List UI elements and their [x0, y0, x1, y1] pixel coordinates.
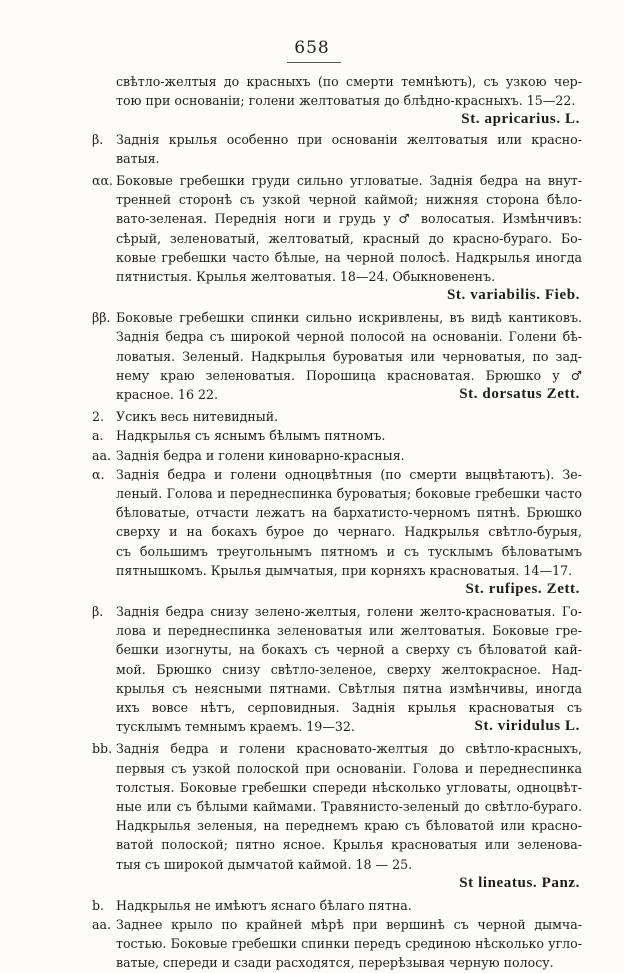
- header-rule: [287, 62, 341, 63]
- line-text: Надкрылья съ яснымъ бѣлымъ пятномъ.: [116, 428, 386, 444]
- text-line: [0, 561, 624, 580]
- key-marker: a.: [92, 428, 104, 444]
- text-line: [0, 229, 624, 248]
- text-line: [0, 797, 624, 816]
- text-line: [0, 171, 624, 190]
- key-entry: [0, 72, 624, 130]
- line-text: ихъ вовсе нѣтъ, серповидныя. Заднія крылья красноватыя съ: [116, 700, 582, 715]
- line-text: ватые, спереди и сзади расходятся, перерѣзывая черную полосу.: [116, 955, 554, 971]
- line-text: ватой полоской; пятно ясное. Крылья красноватыя или зеленова-: [116, 837, 582, 853]
- line-text: мой. Брюшко снизу свѣтло-зеленое, сверху желтокрасное. Над-: [116, 661, 582, 677]
- text-line: [0, 660, 624, 679]
- line-text: тостью. Боковые гребешки спинки передъ срединою нѣсколько угло-: [116, 936, 582, 952]
- species-name: St. viridulus L.: [474, 718, 580, 735]
- key-marker: β.: [92, 131, 104, 147]
- line-text: пятнистыя. Крылья желтоватыя. 18—24. Обыкновененъ.: [116, 268, 496, 284]
- line-text: ные или съ бѣлыми каймами. Травянисто-зеленый до свѣтло-бураго.: [116, 798, 582, 814]
- text-line: [0, 934, 624, 953]
- text-line: [0, 835, 624, 854]
- line-text: Заднія бедра и голени одноцвѣтныя (по смерти выцвѣтаютъ). Зе-: [116, 466, 582, 482]
- key-marker: ββ.: [92, 310, 111, 326]
- text-line: [0, 484, 624, 503]
- text-line: [0, 446, 624, 465]
- line-text: тыя съ широкой дымчатой каймой. 18 — 25.: [116, 856, 413, 872]
- line-text: лова и переднеспинка зеленоватыя или желтоватыя. Боковые гре-: [116, 623, 582, 639]
- key-marker: aa.: [92, 447, 112, 463]
- line-text: ковые гребешки часто бѣлые, на черной полосѣ. Надкрылья иногда: [116, 249, 582, 265]
- text-line: [0, 679, 624, 698]
- text-line: [0, 426, 624, 445]
- line-text: Заднія бедра и голени красновато-желтыя до свѣтло-красныхъ,: [116, 741, 582, 757]
- line-text: крылья съ неясными пятнами. Свѣтлыя пятна измѣнчивы, иногда: [116, 680, 582, 696]
- key-entry: [0, 602, 624, 736]
- text-line: [0, 209, 624, 228]
- key-marker: αα.: [92, 172, 114, 188]
- text-line: [0, 640, 624, 659]
- line-text: Заднія бедра и голени киноварно-красныя.: [116, 447, 405, 463]
- line-text: Надкрылья зеленыя, на переднемъ краю съ бѣловатой или красно-: [116, 818, 582, 834]
- text-line: [0, 739, 624, 758]
- line-text: Боковые гребешки спинки сильно искривлены, въ видѣ кантиковъ.: [116, 310, 582, 326]
- key-entry: [0, 915, 624, 973]
- line-text: тренней сторонѣ съ узкой черной каймой; нижняя сторона бѣло-: [116, 192, 582, 208]
- line-text: сѣрый, зеленоватый, желтоватый, красный до красно-бураго. Бо-: [116, 230, 582, 246]
- line-text: тою при основаніи; голени желтоватыя до блѣдно-красныхъ. 15—22.: [116, 93, 576, 109]
- key-entry: [0, 308, 624, 404]
- line-text: первыя съ узкой полоской при основаніи. Голова и переднеспинка: [116, 760, 582, 776]
- text-line: [0, 248, 624, 267]
- line-text: Заднія бедра снизу зелено-желтыя, голени желто-красноватыя. Го-: [116, 604, 582, 620]
- key-entry: [0, 407, 624, 426]
- text-line: [0, 347, 624, 366]
- text-line: [0, 308, 624, 327]
- line-text: толстыя. Боковые гребешки спереди нѣсколько угловаты, одноцвѣт-: [116, 779, 582, 795]
- line-text: красное. 16 22.: [116, 387, 218, 402]
- species-name: St. variabilis. Fieb.: [446, 287, 580, 304]
- text-line: [0, 72, 624, 91]
- line-text: съ большимъ треугольнымъ пятномъ и съ тусклымъ бѣловатымъ: [116, 543, 582, 559]
- line-text: бешки изогнуты, на бокахъ съ черной а сверху съ бѣловатой кай-: [116, 642, 582, 658]
- key-entry: [0, 171, 624, 305]
- species-name: St. rufipes. Zett.: [465, 580, 580, 597]
- text-line: [0, 896, 624, 915]
- line-text: вато-зеленая. Переднія ноги и грудь у ♂ волосатыя. Измѣнчивъ:: [116, 211, 582, 227]
- key-marker: 2.: [92, 409, 105, 425]
- line-text: Заднія крылья особенно при основаніи желтоватыя или красно-: [116, 131, 582, 147]
- line-text: Усикъ весь нитевидный.: [116, 409, 279, 425]
- text-line: [0, 522, 624, 541]
- line-text: пятнышкомъ. Крылья дымчатыя, при корняхъ красноватыя. 14—17.: [116, 562, 573, 578]
- key-marker: β.: [92, 604, 104, 620]
- line-text: сверху и на бокахъ бурое до чернаго. Надкрылья свѣтло-бурыя,: [116, 524, 582, 540]
- key-entry: [0, 426, 624, 445]
- text-line: [0, 816, 624, 835]
- key-entry: [0, 896, 624, 915]
- species-name: St. dorsatus Zett.: [459, 386, 580, 402]
- text-line: [0, 855, 624, 874]
- page-body: [0, 72, 624, 973]
- key-entry: [0, 130, 624, 168]
- text-line: [0, 778, 624, 797]
- line-text: тусклымъ темнымъ краемъ. 19—32.: [116, 719, 355, 735]
- key-entry: [0, 465, 624, 599]
- page-number: 658: [294, 38, 330, 58]
- key-entry: [0, 739, 624, 893]
- text-line: [0, 698, 624, 717]
- species-name: St. apricarius. L.: [461, 111, 580, 128]
- text-line: [0, 542, 624, 561]
- line-text: свѣтло-желтыя до красныхъ (по смерти темнѣютъ), съ узкою чер-: [116, 74, 582, 89]
- text-line: [0, 130, 624, 149]
- text-line: [0, 91, 624, 110]
- line-text: бѣловатые, отчасти лежатъ на бархатисто-черномъ пятнѣ. Брюшко: [116, 505, 582, 521]
- line-text: Заднія бедра съ широкой черной полосой на основаніи. Голени бѣ-: [116, 329, 582, 345]
- key-marker: α.: [92, 466, 105, 482]
- key-marker: bb.: [92, 741, 113, 757]
- text-line: [0, 407, 624, 426]
- text-line: [0, 267, 624, 286]
- key-entry: [0, 446, 624, 465]
- text-line: [0, 621, 624, 640]
- line-text: ватыя.: [116, 150, 160, 166]
- species-name: St lineatus. Panz.: [459, 874, 580, 891]
- line-text: Надкрылья не имѣютъ яснаго бѣлаго пятна.: [116, 897, 412, 913]
- line-text: Боковые гребешки груди сильно угловатые. Заднія бедра на внут-: [116, 172, 582, 188]
- text-line: [0, 953, 624, 972]
- text-line: [0, 759, 624, 778]
- text-line: [0, 327, 624, 346]
- line-text: леный. Голова и переднеспинка буроватыя; боковые гребешки часто: [116, 485, 582, 501]
- key-marker: b.: [92, 897, 105, 913]
- line-text: ловатыя. Зеленый. Надкрылья буроватыя или черноватыя, по зад-: [116, 348, 582, 364]
- text-line: [0, 190, 624, 209]
- text-line: [0, 503, 624, 522]
- text-line: [0, 149, 624, 168]
- text-line: [0, 385, 624, 404]
- text-line: [0, 366, 624, 385]
- line-text: нему краю зеленоватыя. Порошица красноватая. Брюшко у ♂: [116, 367, 582, 383]
- text-line: [0, 602, 624, 621]
- text-line: [0, 915, 624, 934]
- text-line: [0, 465, 624, 484]
- text-line: [0, 717, 624, 736]
- line-text: Заднее крыло по крайней мѣрѣ при вершинѣ съ черной дымча-: [116, 917, 582, 933]
- key-marker: aa.: [92, 917, 112, 933]
